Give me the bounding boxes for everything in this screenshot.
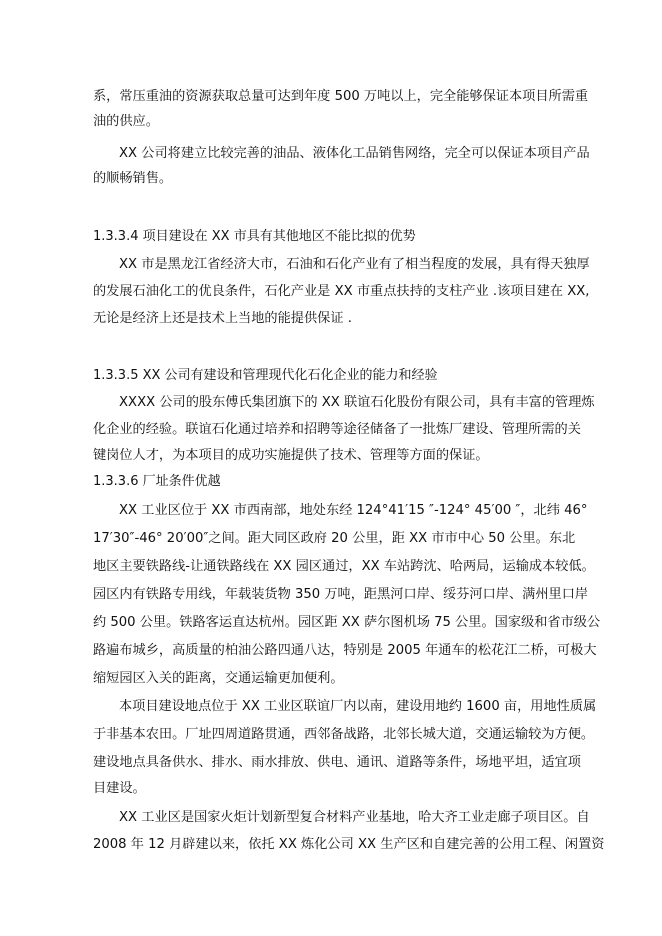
- paragraph-line: 地区主要铁路线-让通铁路线在 XX 园区通过，XX 车站跨沈、哈两局，运输成本较低。: [93, 559, 595, 574]
- paragraph-line: 于非基本农田。厂址四周道路贯通，西邻备战路，北邻长城大道，交通运输较为方便。: [93, 727, 595, 742]
- paragraph-line: 缩短园区入关的距离，交通运输更加便利。: [93, 671, 344, 686]
- paragraph-line: 系，常压重油的资源获取总量可达到年度 500 万吨以上，完全能够保证本项目所需重: [93, 89, 589, 104]
- paragraph-line: XX 公司将建立比较完善的油品、液体化工品销售网络，完全可以保证本项目产品: [119, 146, 590, 161]
- paragraph-line: 园区内有铁路专用线，年载装货物 350 万吨，距黑河口岸、绥芬河口岸、满州里口岸: [93, 587, 589, 602]
- paragraph-line: 本项目建设地点位于 XX 工业区联谊厂内以南，建设用地约 1600 亩，用地性质属: [119, 699, 597, 714]
- paragraph-line: XXXX 公司的股东傅氏集团旗下的 XX 联谊石化股份有限公司，具有丰富的管理炼: [119, 395, 595, 410]
- paragraph-line: 目建设。: [93, 781, 146, 796]
- paragraph-line: 约 500 公里。铁路客运直达杭州。园区距 XX 萨尔图机场 75 公里。国家级和省市级公: [93, 615, 601, 630]
- paragraph-line: 路遍布城乡，高质量的柏油公路四通八达，特别是 2005 年通车的松花江二桥，可极大: [93, 643, 597, 658]
- paragraph-line: 建设地点具备供水、排水、雨水排放、供电、通讯、道路等条件，场地平坦，适宜项: [93, 755, 581, 770]
- paragraph-line: 2008 年 12 月辟建以来，依托 XX 炼化公司 XX 生产区和自建完善的公用工程、闲置资: [93, 837, 605, 852]
- section-heading-1-3-3-4: 1.3.3.4 项目建设在 XX 市具有其他地区不能比拟的优势: [93, 229, 416, 244]
- section-heading-1-3-3-6: 1.3.3.6 厂址条件优越: [93, 474, 221, 489]
- paragraph-line: 油的供应。: [93, 114, 159, 129]
- paragraph-line: 无论是经济上还是技术上当地的能提供保证 .: [93, 311, 352, 326]
- paragraph-line: 化企业的经验。联谊石化通过培养和招聘等途径储备了一批炼厂建设、管理所需的关: [93, 422, 581, 437]
- paragraph-line: XX 市是黑龙江省经济大市，石油和石化产业有了相当程度的发展，具有得天独厚: [119, 257, 590, 272]
- section-heading-1-3-3-5: 1.3.3.5 XX 公司有建设和管理现代化石化企业的能力和经验: [93, 368, 438, 383]
- paragraph-line: 的发展石油化工的优良条件，石化产业是 XX 市重点扶持的支柱产业 .该项目建在 XX,: [93, 284, 590, 299]
- paragraph-line: 键岗位人才，为本项目的成功实施提供了技术、管理等方面的保证。: [93, 448, 489, 463]
- paragraph-line: 的顺畅销售。: [93, 171, 173, 186]
- paragraph-line: XX 工业区位于 XX 市西南部，地处东经 124°41′15 ″-124° 45′00 ″，北纬 46°: [119, 503, 588, 518]
- paragraph-line: XX 工业区是国家火炬计划新型复合材料产业基地，哈大齐工业走廊子项目区。自: [119, 810, 590, 825]
- paragraph-line: 17′30″-46° 20′00″之间。距大同区政府 20 公里，距 XX 市市中心 50 公里。东北: [93, 531, 576, 546]
